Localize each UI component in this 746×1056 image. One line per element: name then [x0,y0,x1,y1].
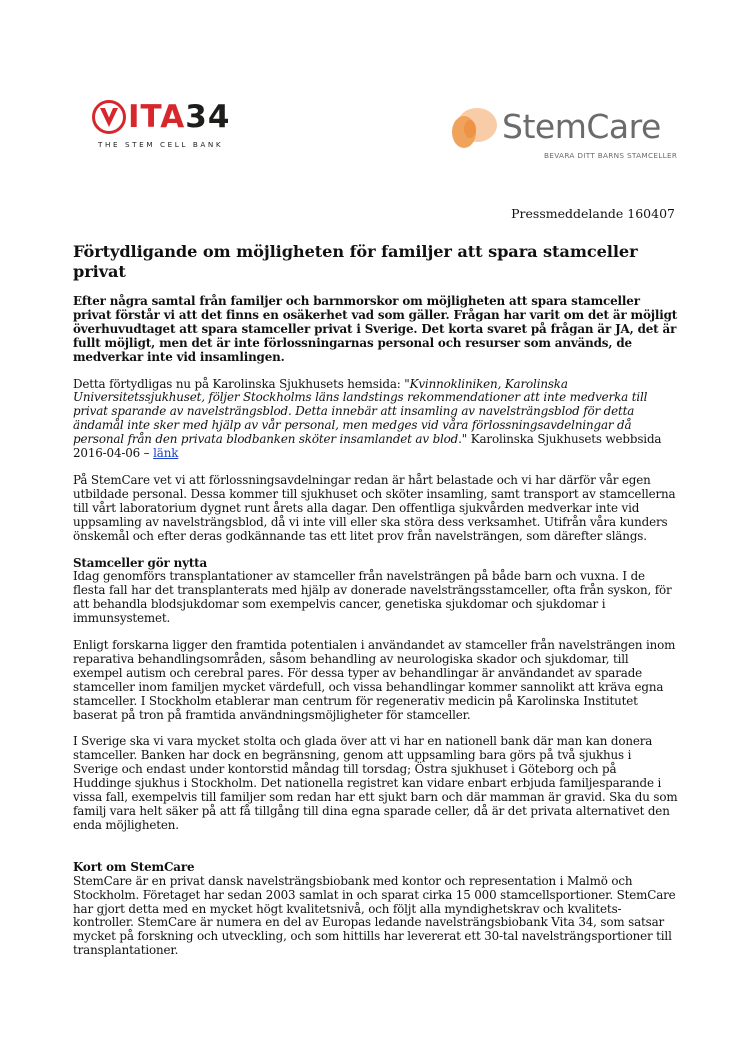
section1-paragraph-3: I Sverige ska vi vara mycket stolta och glada över att vi har en nationell bank där man kan donera stamceller. Banken har dock en begränsning, genom att uppsamling bara görs på två sjukhus i Sverige och endast under kontorstid måndag till torsdag; Östra sjukhuset i Göteborg och på Huddinge sjukhus i Stockholm. Det nationella registret kan vidare enbart erbjuda familjesparande i vissa fall, exempelvis till familjer som redan har ett sjukt barn och där mamman är gravid. Ska du som familj vara helt säker på att få tillgång till dina egna sparade celler, då är det privata alternativet den enda möjligheten. [73,734,678,832]
vita34-v-mark-icon [92,100,126,134]
vita34-tagline: THE STEM CELL BANK [98,140,224,149]
vita34-number: 34 [185,99,231,135]
lead-paragraph: Efter några samtal från familjer och barnmorskor om möjligheten att spara stamceller privat förstår vi att det finns en osäkerhet vad som gäller. Frågan har varit om det är möjligt överhuvudtaget att spara stamceller privat i Sverige. Det korta svaret på frågan är JA, det är fullt möjligt, men det är inte förlossningarnas personal och resurser som används, de medverkar inte vid insamlingen. [73,294,678,364]
section-spacer-2 [73,847,678,861]
article-body [73,242,678,958]
quote-paragraph [73,378,678,461]
stemcare-tagline: BEVARA DITT BARNS STAMCELLER [544,151,678,160]
press-release-label: Pressmeddelande 160407 [511,206,675,221]
article-title: Förtydligande om möjligheten för familjer att spara stamceller privat [73,242,638,281]
stemcare-paragraph: På StemCare vet vi att förlossningsavdelningar redan är hårt belastade och vi har därför vår egen utbildade personal. Dessa kommer till sjukhuset och sköter insamling, samt transport av stamcellerna till vårt laboratorium dygnet runt årets alla dagar. Den offentliga sjukvården medverkar inte vid uppsamling av navelsträngsblod, då vi inte vill eller ska störa dess verksamhet. Utifrån våra kunders önskemål och efter deras godkännande tas ett litet prov från navelsträngen, som därefter slängs. [73,472,676,543]
stemcare-wordmark: StemCare [502,107,661,146]
vita34-wordmark [128,98,230,136]
karolinska-quote: "Kvinnokliniken, Karolinska Universitetssjukhuset, följer Stockholms läns landstings rekommendationer att inte medverka till privat sparande av navelsträngsblod. Detta innebär att insamling av navelsträngsblod för detta ändamål inte sker med hjälp av vår personal, men medges vid våra förlossningsavdelningar då personal från den privata blodbanken sköter insamlandet av blod." [73,376,648,447]
vita34-logo [92,98,252,158]
stemcare-logo [448,103,688,165]
section-heading-kort-om: Kort om StemCare [73,859,195,874]
section-spacer [73,833,678,847]
stemcare-leaf-mark-icon [448,105,498,153]
section-heading-stamceller: Stamceller gör nytta [73,555,208,570]
quote-source: Karolinska Sjukhusets webbsida 2016-04-06 – [73,432,662,461]
source-link[interactable]: länk [153,446,179,461]
section2-paragraph-1: StemCare är en privat dansk navelsträngsbiobank med kontor och representation i Malmö och Stockholm. Företaget har sedan 2003 samlat in och sparat cirka 15 000 stamcellsportioner. StemCare har gjort detta med en mycket högt kvalitetsnivå, och följt alla myndighetskrav och kvalitets-kontroller. StemCare är numera en del av Europas ledande navelsträngsbiobank Vita 34, som satsar mycket på forskning och utveckling, och som hittills har levererat ett 30-tal navelsträngsportioner till transplantationer. [73,873,676,958]
vita34-ita: ITA [128,99,186,135]
section1-paragraph-1: Idag genomförs transplantationer av stamceller från navelsträngen på både barn och vuxna. I de flesta fall har det transplanterats med hjälp av donerade navelsträngsstamceller, ofta från syskon, för att behandla blodsjukdomar som exempelvis cancer, genetiska sjukdomar och sjukdomar i immunsystemet. [73,569,672,626]
section1-paragraph-2: Enligt forskarna ligger den framtida potentialen i användandet av stamceller från navelsträngen inom reparativa behandlingsområden, såsom behandling av neurologiska skador och sjukdomar, till exempel autism och cerebral pares. För dessa typer av behandlingar är användandet av sparade stamceller inom familjen mycket värdefull, och vissa behandlingar kommer sannolikt att kräva egna stamceller. I Stockholm etablerar man centrum för regenerativ medicin på Karolinska Institutet baserat på tron på framtida användningsmöjligheter för stamceller. [73,638,676,722]
quote-intro: Detta förtydligas nu på Karolinska Sjukhusets hemsida: [73,376,405,391]
